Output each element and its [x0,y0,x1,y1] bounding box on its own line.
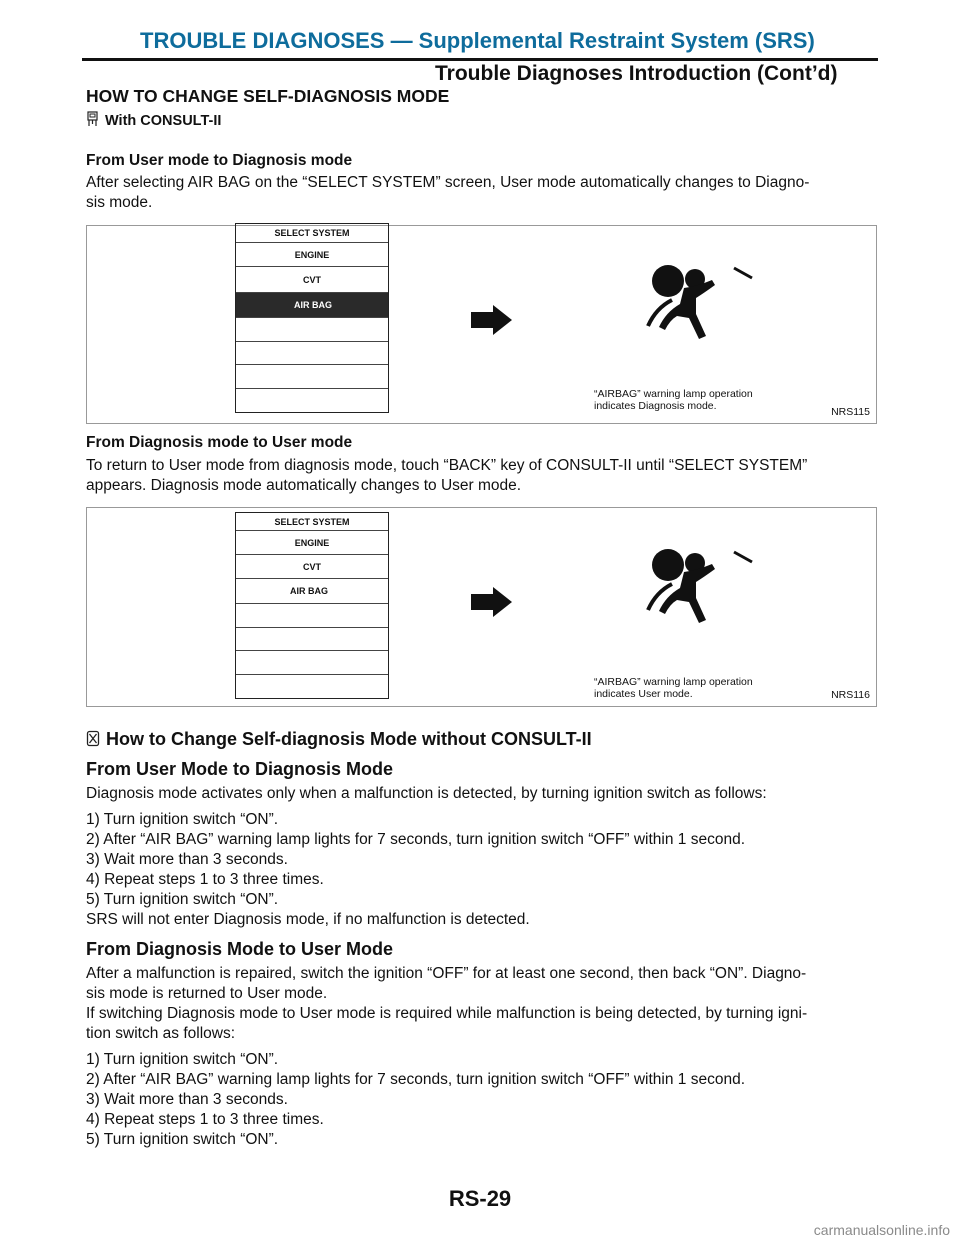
step-item: 1) Turn ignition switch “ON”. [86,1051,279,1068]
paragraph-line: sis mode is returned to User mode. [86,985,328,1002]
menu-title: SELECT SYSTEM [236,224,388,243]
figure-caption [594,388,834,412]
figure-nrs115 [86,225,877,424]
header-subtitle: Trouble Diagnoses Introduction (Cont’d) [435,62,838,85]
section2-title-row [86,729,886,752]
paragraph-line: After selecting AIR BAG on the “SELECT SYSTEM” screen, User mode automatically changes to Diagno- [86,174,810,191]
menu-empty-row [236,604,388,628]
menu-item-engine: ENGINE [236,531,388,555]
page-number: RS-29 [448,1186,512,1211]
menu-empty-row [236,675,388,699]
right-arrow-icon [469,304,514,341]
subheading-user-to-diag-2: From User Mode to Diagnosis Mode [86,759,394,779]
step-item: 3) Wait more than 3 seconds. [86,1091,288,1108]
step-item: 2) After “AIR BAG” warning lamp lights for 7 seconds, turn ignition switch “OFF” within 1 second. [86,1071,746,1088]
with-consult-label: With CONSULT-II [105,113,222,129]
menu-item-cvt: CVT [236,555,388,579]
paragraph-line: If switching Diagnosis mode to User mode is required while malfunction is being detected, by turning igni- [86,1005,808,1022]
subheading-diag-to-user: From Diagnosis mode to User mode [86,434,353,451]
airbag-warning-icon [632,264,767,349]
step-item: 4) Repeat steps 1 to 3 three times. [86,871,324,888]
right-arrow-icon [469,586,514,623]
step-item: 3) Wait more than 3 seconds. [86,851,288,868]
paragraph-line: To return to User mode from diagnosis mode, touch “BACK” key of CONSULT-II until “SELECT SYSTEM” [86,457,808,474]
paragraph-line: tion switch as follows: [86,1025,236,1042]
caption-line: “AIRBAG” warning lamp operation [594,388,753,400]
consult-icon [86,111,99,131]
caption-line: “AIRBAG” warning lamp operation [594,676,753,688]
paragraph-line: After a malfunction is repaired, switch the ignition “OFF” for at least one second, then back “ON”. Diagno- [86,965,807,982]
menu-empty-row [236,651,388,675]
watermark[interactable]: carmanualsonline.info [813,1222,950,1238]
section2-title: How to Change Self-diagnosis Mode without CONSULT-II [106,729,592,749]
select-system-screen [235,223,389,413]
menu-empty-row [236,342,388,366]
header-rule [82,58,878,61]
caption-line: indicates User mode. [594,688,693,700]
menu-empty-row [236,389,388,413]
menu-empty-row [236,318,388,342]
paragraph-line: sis mode. [86,194,153,211]
step-item: 5) Turn ignition switch “ON”. [86,891,279,908]
figure-code: NRS115 [831,406,870,418]
menu-item-engine: ENGINE [236,243,388,267]
step-item: 4) Repeat steps 1 to 3 three times. [86,1111,324,1128]
select-system-screen [235,512,389,699]
menu-item-airbag: AIR BAG [236,579,388,604]
menu-empty-row [236,365,388,389]
step-item: 1) Turn ignition switch “ON”. [86,811,279,828]
menu-item-cvt: CVT [236,267,388,293]
subheading-user-to-diag: From User mode to Diagnosis mode [86,152,353,169]
consult-label-row [86,111,886,131]
intro-paragraph: Diagnosis mode activates only when a malfunction is detected, by turning ignition switch as follows: [86,785,767,802]
step-item: 5) Turn ignition switch “ON”. [86,1131,279,1148]
paragraph-line: appears. Diagnosis mode automatically changes to User mode. [86,477,522,494]
no-tools-icon [86,730,100,752]
section-heading: HOW TO CHANGE SELF-DIAGNOSIS MODE [86,86,450,106]
menu-item-airbag-selected: AIR BAG [236,293,388,318]
figure-caption [594,676,834,700]
figure-code: NRS116 [831,689,870,701]
airbag-warning-icon [632,548,767,633]
figure-nrs116 [86,507,877,707]
header-title: TROUBLE DIAGNOSES — Supplemental Restraint System (SRS) [140,28,815,53]
menu-empty-row [236,628,388,652]
menu-title: SELECT SYSTEM [236,513,388,531]
step-item: 2) After “AIR BAG” warning lamp lights for 7 seconds, turn ignition switch “OFF” within 1 second. [86,831,746,848]
note-paragraph: SRS will not enter Diagnosis mode, if no malfunction is detected. [86,911,530,928]
caption-line: indicates Diagnosis mode. [594,400,717,412]
subheading-diag-to-user-2: From Diagnosis Mode to User Mode [86,939,394,959]
